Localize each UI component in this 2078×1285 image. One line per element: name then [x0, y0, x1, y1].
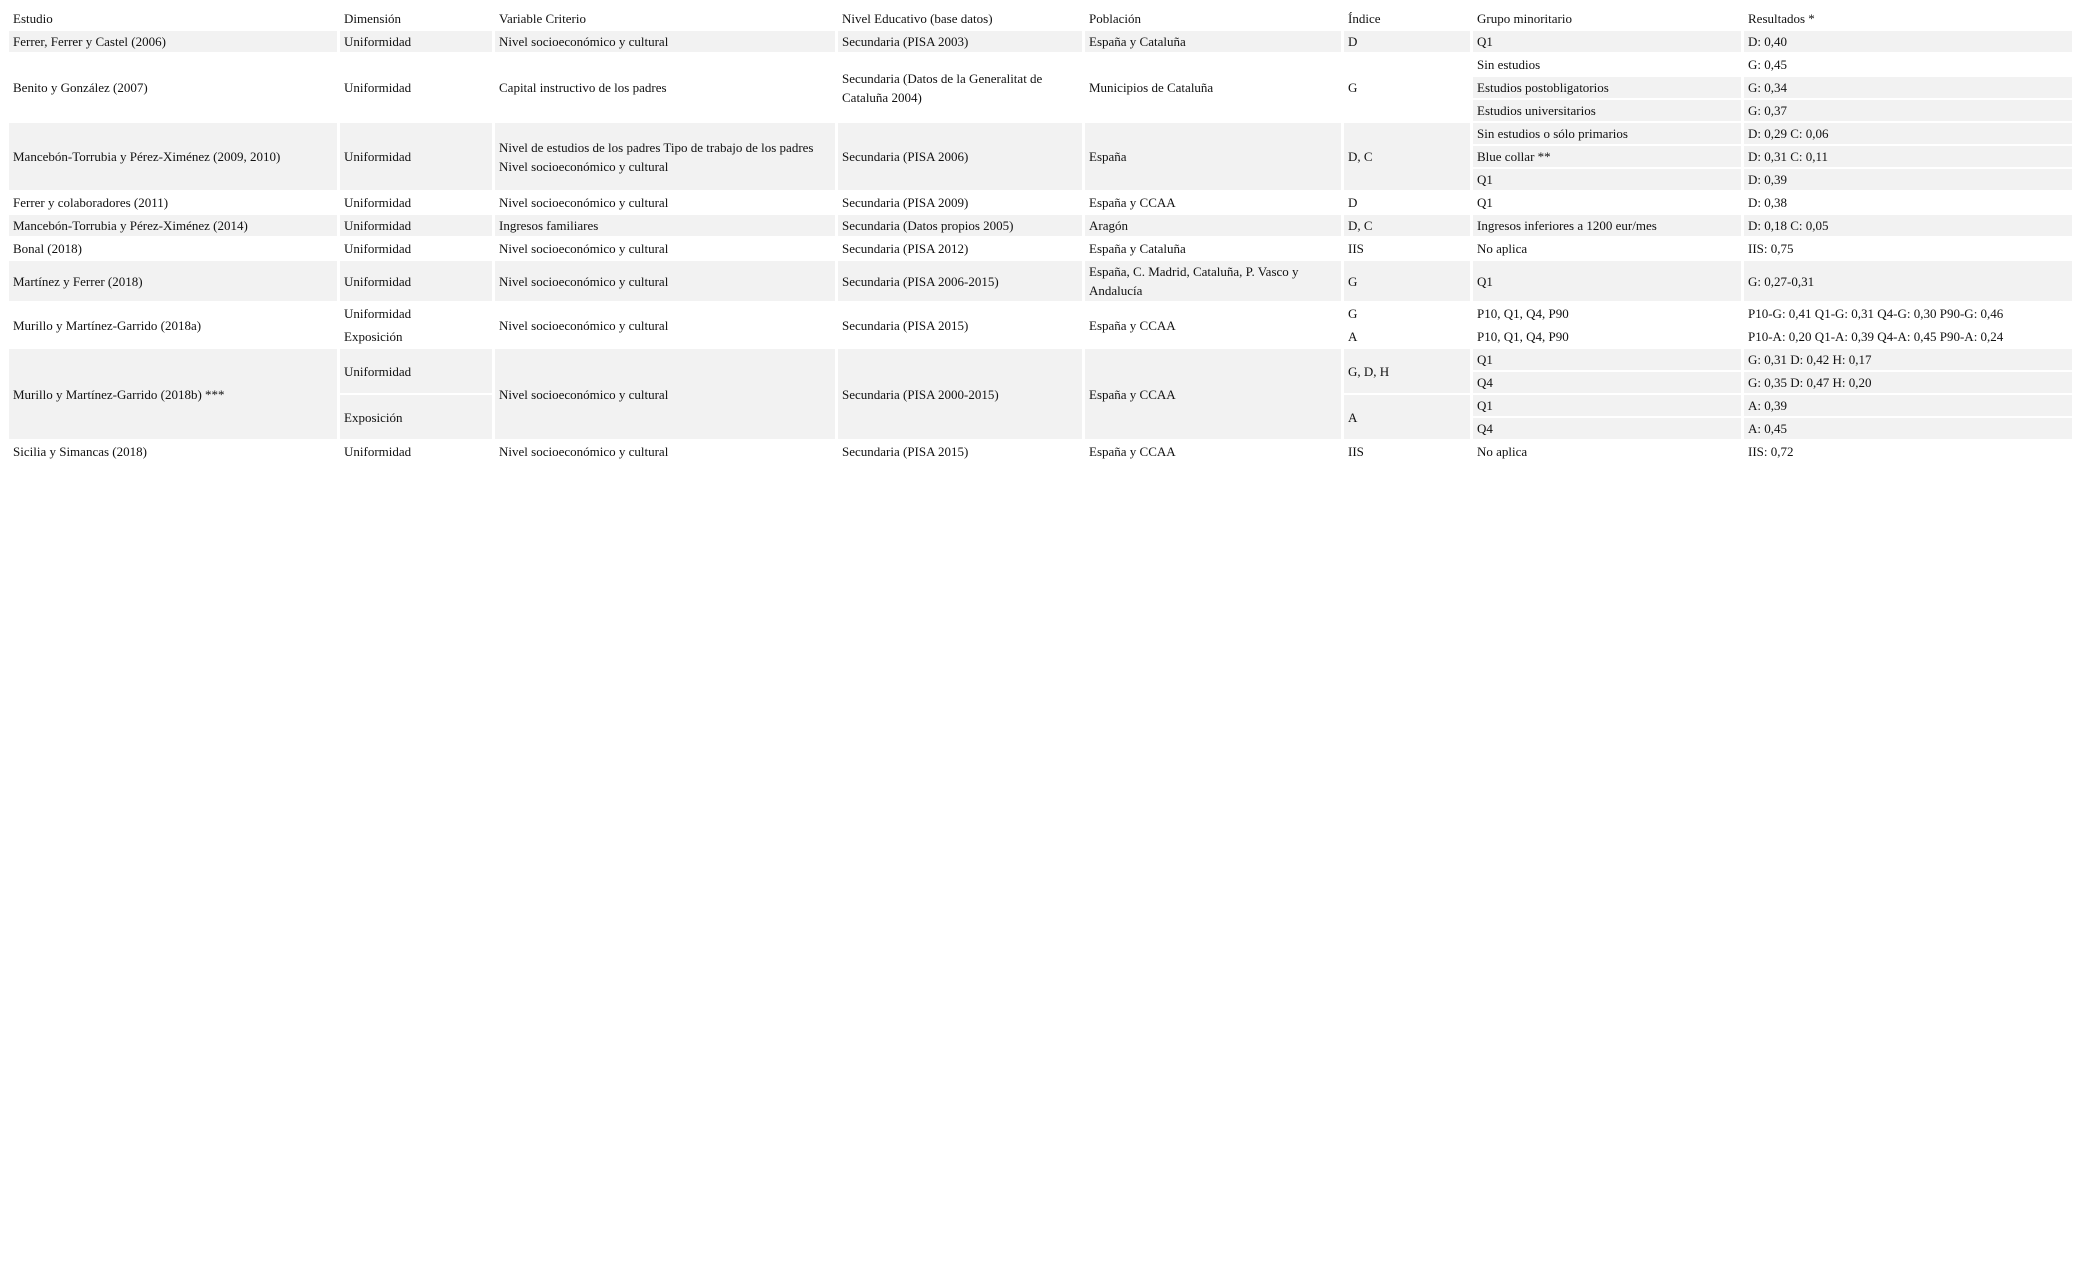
table-row — [9, 123, 2072, 144]
cell-estudio: Mancebón-Torrubia y Pérez-Ximénez (2014) — [9, 215, 337, 236]
cell-nivel: Secundaria (PISA 2000-2015) — [838, 349, 1082, 439]
cell-poblacion: España y CCAA — [1085, 349, 1341, 439]
cell-poblacion: España, C. Madrid, Cataluña, P. Vasco y Andalucía — [1085, 261, 1341, 301]
cell-grupo: No aplica — [1473, 441, 1741, 462]
cell-estudio: Benito y González (2007) — [9, 54, 337, 121]
cell-dimension-line: Exposición — [340, 324, 492, 347]
cell-resultados-line: P10-A: 0,20 Q1-A: 0,39 Q4-A: 0,45 P90-A: 0,24 — [1744, 324, 2072, 347]
cell-dimension: Uniformidad — [340, 349, 492, 393]
cell-poblacion: España y Cataluña — [1085, 238, 1341, 259]
cell-indice: G — [1344, 261, 1470, 301]
cell-resultados: G: 0,34 — [1744, 77, 2072, 98]
cell-grupo: Ingresos inferiores a 1200 eur/mes — [1473, 215, 1741, 236]
header-indice: Índice — [1344, 8, 1470, 29]
header-resultados: Resultados * — [1744, 8, 2072, 29]
cell-grupo: No aplica — [1473, 238, 1741, 259]
cell-resultados: G: 0,35 D: 0,47 H: 0,20 — [1744, 372, 2072, 393]
cell-resultados: D: 0,31 C: 0,11 — [1744, 146, 2072, 167]
cell-indice: G, D, H — [1344, 349, 1470, 393]
cell-indice: D, C — [1344, 123, 1470, 190]
cell-dimension: Uniformidad — [340, 215, 492, 236]
cell-grupo: Q1 — [1473, 395, 1741, 416]
cell-resultados: A: 0,45 — [1744, 418, 2072, 439]
cell-indice-line: A — [1344, 324, 1470, 347]
cell-grupo — [1473, 303, 1741, 347]
cell-dimension-line: Uniformidad — [344, 306, 412, 321]
cell-dimension — [340, 303, 492, 347]
header-nivel-educativo: Nivel Educativo (base datos) — [838, 8, 1082, 29]
cell-dimension: Uniformidad — [340, 192, 492, 213]
cell-nivel: Secundaria (PISA 2009) — [838, 192, 1082, 213]
cell-nivel: Secundaria (Datos propios 2005) — [838, 215, 1082, 236]
cell-poblacion: España y CCAA — [1085, 192, 1341, 213]
cell-poblacion: Municipios de Cataluña — [1085, 54, 1341, 121]
cell-dimension: Uniformidad — [340, 238, 492, 259]
cell-resultados-line: P10-G: 0,41 Q1-G: 0,31 Q4-G: 0,30 P90-G: 0,46 — [1748, 306, 2004, 321]
cell-grupo: Blue collar ** — [1473, 146, 1741, 167]
cell-variable: Nivel socioeconómico y cultural — [495, 31, 835, 52]
cell-resultados: A: 0,39 — [1744, 395, 2072, 416]
cell-nivel: Secundaria (PISA 2015) — [838, 441, 1082, 462]
cell-resultados: D: 0,39 — [1744, 169, 2072, 190]
cell-grupo: Sin estudios — [1473, 54, 1741, 75]
cell-grupo: Sin estudios o sólo primarios — [1473, 123, 1741, 144]
cell-grupo-line: P10, Q1, Q4, P90 — [1477, 306, 1569, 321]
cell-estudio: Bonal (2018) — [9, 238, 337, 259]
cell-grupo: Q1 — [1473, 31, 1741, 52]
cell-poblacion: España y CCAA — [1085, 441, 1341, 462]
header-variable-criterio: Variable Criterio — [495, 8, 835, 29]
cell-variable: Capital instructivo de los padres — [495, 54, 835, 121]
cell-grupo: Estudios postobligatorios — [1473, 77, 1741, 98]
cell-nivel: Secundaria (PISA 2015) — [838, 303, 1082, 347]
table-row — [9, 441, 2072, 462]
cell-resultados: D: 0,18 C: 0,05 — [1744, 215, 2072, 236]
table-row — [9, 238, 2072, 259]
cell-dimension: Uniformidad — [340, 54, 492, 121]
cell-dimension: Uniformidad — [340, 261, 492, 301]
header-estudio: Estudio — [9, 8, 337, 29]
cell-estudio: Sicilia y Simancas (2018) — [9, 441, 337, 462]
cell-nivel: Secundaria (Datos de la Generalitat de Cataluña 2004) — [838, 54, 1082, 121]
cell-resultados: IIS: 0,75 — [1744, 238, 2072, 259]
cell-poblacion: España y Cataluña — [1085, 31, 1341, 52]
cell-grupo: Q1 — [1473, 192, 1741, 213]
cell-indice: G — [1344, 54, 1470, 121]
cell-dimension: Uniformidad — [340, 441, 492, 462]
cell-nivel: Secundaria (PISA 2012) — [838, 238, 1082, 259]
table-row — [9, 54, 2072, 75]
cell-resultados: G: 0,27-0,31 — [1744, 261, 2072, 301]
cell-variable: Nivel de estudios de los padres Tipo de trabajo de los padres Nivel socioeconómico y cultural — [495, 123, 835, 190]
cell-dimension: Uniformidad — [340, 31, 492, 52]
cell-estudio: Mancebón-Torrubia y Pérez-Ximénez (2009, 2010) — [9, 123, 337, 190]
cell-resultados: IIS: 0,72 — [1744, 441, 2072, 462]
cell-estudio: Martínez y Ferrer (2018) — [9, 261, 337, 301]
cell-resultados — [1744, 303, 2072, 347]
header-poblacion: Población — [1085, 8, 1341, 29]
cell-grupo-line: P10, Q1, Q4, P90 — [1473, 324, 1741, 347]
cell-grupo: Q1 — [1473, 349, 1741, 370]
cell-estudio: Ferrer, Ferrer y Castel (2006) — [9, 31, 337, 52]
cell-indice: D — [1344, 192, 1470, 213]
table-row — [9, 31, 2072, 52]
cell-nivel: Secundaria (PISA 2006) — [838, 123, 1082, 190]
table-row — [9, 261, 2072, 301]
cell-indice: IIS — [1344, 441, 1470, 462]
cell-resultados: G: 0,37 — [1744, 100, 2072, 121]
cell-indice-line: G — [1348, 306, 1358, 321]
cell-nivel: Secundaria (PISA 2006-2015) — [838, 261, 1082, 301]
header-row — [9, 8, 2072, 29]
cell-indice: IIS — [1344, 238, 1470, 259]
cell-variable: Nivel socioeconómico y cultural — [495, 303, 835, 347]
cell-estudio: Murillo y Martínez-Garrido (2018a) — [9, 303, 337, 347]
table-row — [9, 215, 2072, 236]
cell-variable: Nivel socioeconómico y cultural — [495, 261, 835, 301]
cell-grupo: Estudios universitarios — [1473, 100, 1741, 121]
header-dimension: Dimensión — [340, 8, 492, 29]
cell-resultados: D: 0,29 C: 0,06 — [1744, 123, 2072, 144]
table-row — [9, 349, 2072, 370]
cell-variable: Ingresos familiares — [495, 215, 835, 236]
cell-variable: Nivel socioeconómico y cultural — [495, 349, 835, 439]
cell-dimension: Uniformidad — [340, 123, 492, 190]
cell-resultados: D: 0,40 — [1744, 31, 2072, 52]
cell-indice — [1344, 303, 1470, 347]
header-grupo-minoritario: Grupo minoritario — [1473, 8, 1741, 29]
cell-poblacion: España — [1085, 123, 1341, 190]
cell-indice: D — [1344, 31, 1470, 52]
cell-estudio: Ferrer y colaboradores (2011) — [9, 192, 337, 213]
cell-poblacion: Aragón — [1085, 215, 1341, 236]
cell-variable: Nivel socioeconómico y cultural — [495, 441, 835, 462]
cell-indice: A — [1344, 395, 1470, 439]
cell-variable: Nivel socioeconómico y cultural — [495, 238, 835, 259]
cell-resultados: G: 0,45 — [1744, 54, 2072, 75]
cell-poblacion: España y CCAA — [1085, 303, 1341, 347]
cell-grupo: Q4 — [1473, 372, 1741, 393]
cell-indice: D, C — [1344, 215, 1470, 236]
cell-resultados: D: 0,38 — [1744, 192, 2072, 213]
cell-nivel: Secundaria (PISA 2003) — [838, 31, 1082, 52]
cell-dimension: Exposición — [340, 395, 492, 439]
table-row — [9, 303, 2072, 347]
cell-grupo: Q1 — [1473, 169, 1741, 190]
table-row — [9, 192, 2072, 213]
cell-grupo: Q4 — [1473, 418, 1741, 439]
cell-estudio: Murillo y Martínez-Garrido (2018b) *** — [9, 349, 337, 439]
cell-variable: Nivel socioeconómico y cultural — [495, 192, 835, 213]
studies-table — [6, 6, 2075, 464]
cell-grupo: Q1 — [1473, 261, 1741, 301]
cell-resultados: G: 0,31 D: 0,42 H: 0,17 — [1744, 349, 2072, 370]
page — [6, 6, 2072, 464]
